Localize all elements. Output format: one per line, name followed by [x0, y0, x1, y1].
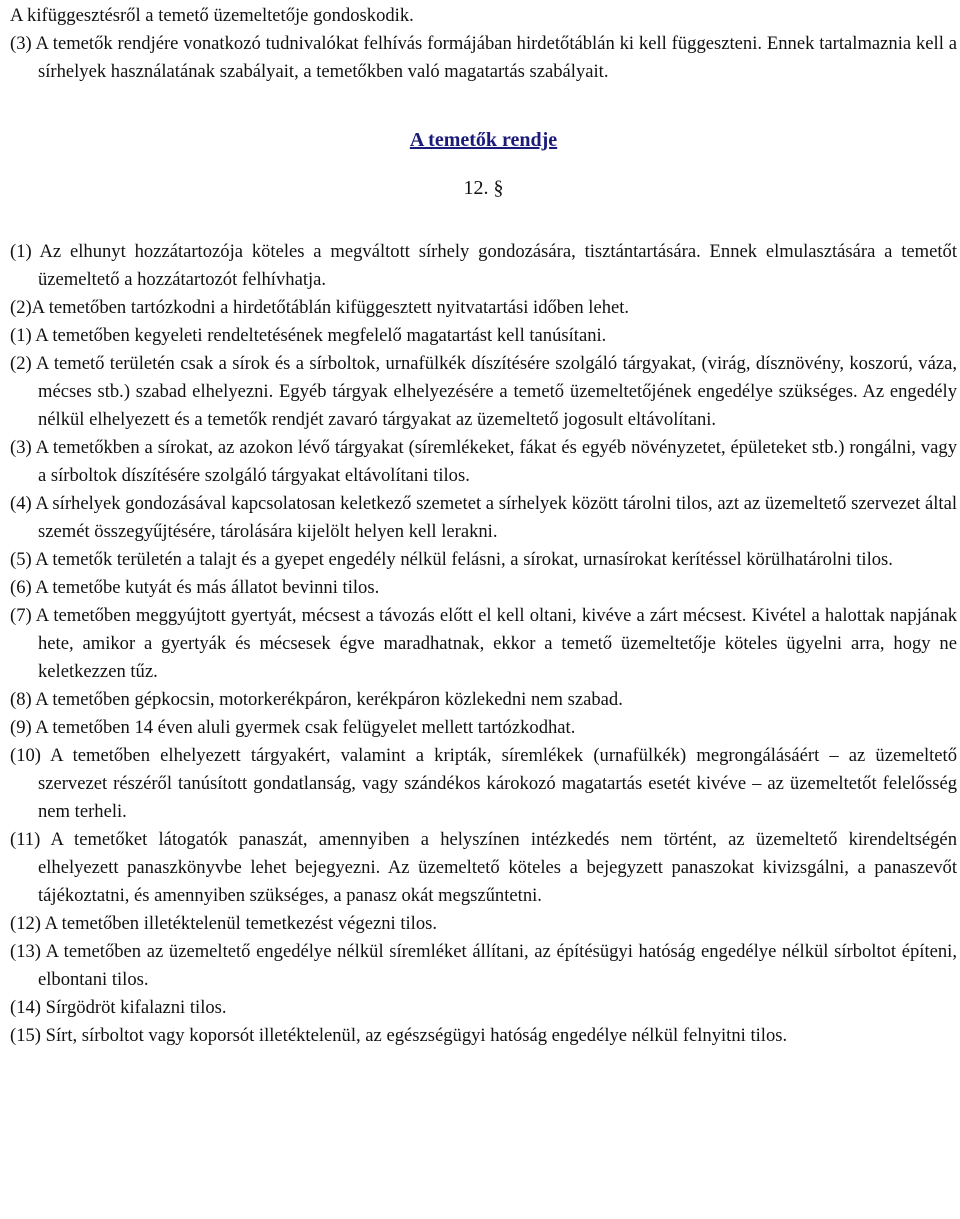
spacer — [10, 202, 957, 238]
intro-line: A kifüggesztésről a temető üzemeltetője gondoskodik. — [10, 5, 414, 26]
section-heading-text: A temetők rendje — [409, 129, 558, 151]
paragraph: (2) A temető területén csak a sírok és a sírboltok, urnafülkék díszítésére szolgáló tárgyakat, (virág, dísznövény, koszorú, váza, mécses stb.) szabad elhelyezni. Egyéb tárgyak elhelyezésére a temető üzemeltetőjének engedélye szükséges. Az engedély nélkül elhelyezett és a temetők rendjét zavaró tárgyakat az üzemeltető jogosult eltávolítani. — [10, 353, 957, 430]
paragraph: (4) A sírhelyek gondozásával kapcsolatosan keletkező szemetet a sírhelyek között tárolni tilos, azt az üzemeltető szervezet által szemét összegyűjtésére, tárolására kijelölt helyen kell lerakni. — [10, 493, 957, 542]
paragraph: (7) A temetőben meggyújtott gyertyát, mécsest a távozás előtt el kell oltani, kivéve a zárt mécsest. Kivétel a halottak napjának hete, amikor a gyertyák és mécsesek égve maradhatnak, ekkor a temető üzemeltetője köteles ügyelni arra, hogy ne keletkezzen tűz. — [10, 605, 957, 682]
paragraph: (14) Sírgödröt kifalazni tilos. — [10, 997, 227, 1018]
paragraph: (5) A temetők területén a talajt és a gyepet engedély nélkül felásni, a sírokat, urnasírokat kerítéssel körülhatárolni tilos. — [10, 549, 893, 570]
paragraph: (9) A temetőben 14 éven aluli gyermek csak felügyelet mellett tartózkodhat. — [10, 717, 576, 738]
paragraph: (3) A temetőkben a sírokat, az azokon lévő tárgyakat (síremlékeket, fákat és egyéb növényzetet, épületeket stb.) rongálni, vagy a sírboltok díszítésére szolgáló tárgyakat eltávolítani tilos. — [10, 437, 957, 486]
paragraph: (11) A temetőket látogatók panaszát, amennyiben a helyszínen intézkedés nem történt, az üzemeltető kirendeltségén elhelyezett panaszkönyvbe lehet bejegyezni. Az üzemeltető köteles a bejegyzett panaszokat kivizsgálni, a panaszevőt tájékoztatni, és amennyiben szükséges, a panasz okát megszűntetni. — [10, 829, 957, 906]
paragraph: (12) A temetőben illetéktelenül temetkezést végezni tilos. — [10, 913, 438, 934]
section-number: 12. § — [463, 177, 504, 199]
section-heading — [10, 86, 957, 154]
paragraph: (2)A temetőben tartózkodni a hirdetőtáblán kifüggesztett nyitvatartási időben lehet. — [10, 297, 630, 318]
paragraph: (1) A temetőben kegyeleti rendeltetésének megfelelő magatartást kell tanúsítani. — [10, 325, 607, 346]
paragraph: (10) A temetőben elhelyezett tárgyakért, valamint a kripták, síremlékek (urnafülkék) megrongálásáért – az üzemeltető szervezet részéről tanúsított gondatlanság, vagy szándékos károkozó magatartás esetét kivéve – az üzemeltetőt felelősség nem terheli. — [10, 745, 957, 822]
intro-paragraph-3: (3) A temetők rendjére vonatkozó tudnivalókat felhívás formájában hirdetőtáblán ki kell függeszteni. Ennek tartalmaznia kell a sírhelyek használatának szabályait, a temetőkben való magatartás szabályait. — [10, 33, 957, 82]
paragraph: (8) A temetőben gépkocsin, motorkerékpáron, kerékpáron közlekedni nem szabad. — [10, 689, 623, 710]
paragraph: (13) A temetőben az üzemeltető engedélye nélkül síremléket állítani, az építésügyi hatóság engedélye nélkül sírboltot építeni, elbontani tilos. — [10, 941, 957, 990]
paragraph: (6) A temetőbe kutyát és más állatot bevinni tilos. — [10, 577, 380, 598]
paragraph: (1) Az elhunyt hozzátartozója köteles a megváltott sírhely gondozására, tisztántartására. Ennek elmulasztására a temetőt üzemeltető a hozzátartozót felhívhatja. — [10, 241, 957, 290]
paragraph: (15) Sírt, sírboltot vagy koporsót illetéktelenül, az egészségügyi hatóság engedélye nélkül felnyitni tilos. — [10, 1025, 788, 1046]
